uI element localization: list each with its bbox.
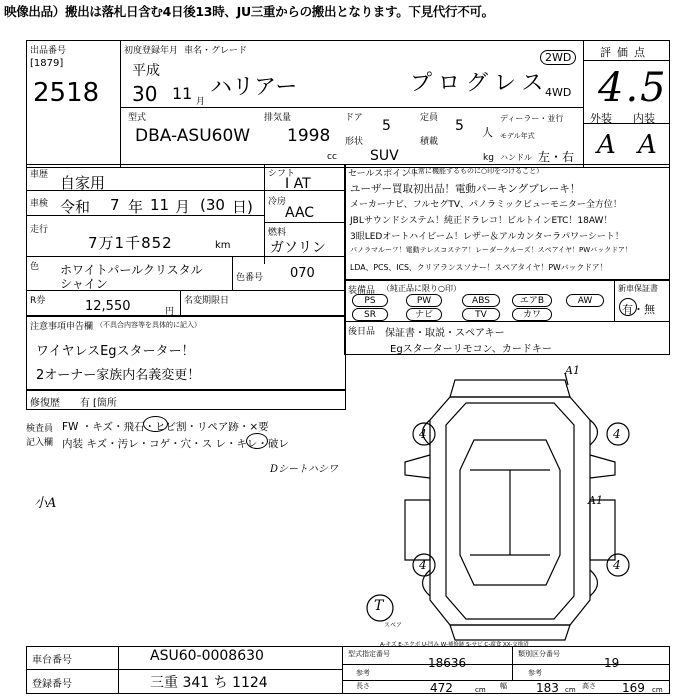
equip-pw: PW [406,294,442,307]
chassis: ASU60-0008630 [150,648,264,664]
type-label: 型式指定番号 [348,650,390,658]
lot-sub: [1879] [30,58,64,69]
mark-front: A1 [565,364,580,377]
recycle: 12,550 [85,299,131,314]
manual: 有・無 [622,303,655,316]
sales-points-note: （正常に機能するものに○印をつけること） [404,167,544,175]
int-score: A [638,130,657,160]
equipment-note: （純正品に限り○印） [382,284,461,293]
displacement: 1998 [287,126,331,146]
insp-year: 7 [110,196,120,214]
mileage-label: 走行 [30,225,49,235]
sales-line-2: メーカーナビ、フルセグTV、パノラミックビューモニター全方位！ [350,200,622,210]
equipment-label: 装備品 [348,286,376,296]
inspector-label-2: 記入欄 [26,438,54,448]
length-label: 長さ [356,682,370,690]
length-unit: cm [475,686,486,694]
color-no-label: 色番号 [236,273,264,283]
shift-label: シフト [268,169,296,179]
equip-navi: ナビ [406,308,442,321]
width-unit: cm [565,686,576,694]
model: DBA-ASU60W [135,126,251,146]
doors-label: ドア [345,113,363,123]
fuel: ガソリン [270,240,326,256]
equip-abs: ABS [462,294,500,307]
sales-line-4: 3眼LEDオートハイビーム！レザー＆アルカンターラパワーシート！ [350,232,624,242]
class-label: 類別区分番号 [518,650,560,658]
notes-line-1: ワイヤレスEgスターター！ [36,344,195,359]
lot-label: 出品番号 [30,46,67,56]
ac: AAC [285,205,315,221]
load-label: 積載 [420,137,439,147]
accessories-label: 後日品 [348,327,376,337]
plate: 三重 341 ち 1124 [150,675,268,691]
notes-line-2: 2オーナー家族内名義変更！ [36,368,201,383]
type-ref: 参考 [356,669,370,677]
accessories-line-2: Egスターターリモコン、カードキー [390,344,552,355]
inspector-note: Dシートハシワ [270,464,338,475]
color-label: 色 [30,262,40,272]
inspector-row-1: FW ・キズ・飛石・ヒビ割・リペア跡・×要 [62,421,269,433]
fuel-label: 燃料 [268,228,287,238]
equip-aw: AW [566,294,604,307]
car-grade: プログレス [410,71,550,96]
handle-label: ハンドル [500,153,532,162]
capacity: 5 [455,118,464,134]
reg-year: 30 [132,82,158,106]
plate-label: 登録番号 [32,679,72,690]
inspector-label-1: 検査員 [26,424,54,434]
notes-label: 注意事項申告欄 [30,322,94,332]
insp-era: 令和 [60,198,91,216]
equip-airbag: エアB [512,294,552,307]
manual-label: 新車保証書 [618,284,658,293]
ac-label: 冷房 [268,197,287,207]
width-label: 幅 [500,682,507,690]
displacement-label: 排気量 [264,113,292,123]
sales-line-3: JBLサウンドシステム！純正ドラレコ！ビルトインETC！18AW！ [350,216,613,226]
mark-spare: T [374,598,384,614]
first-reg-label: 初度登録年月 [124,46,179,56]
insp-month-unit: 月 [175,198,191,216]
sales-points-label: セールスポイント [348,169,420,179]
equip-ps: PS [352,294,388,307]
header-notice: 映像出品）搬出は落札日含む4日後13時、JU三重からの搬出となります。下見代行不可。 [4,4,494,19]
reg-era: 平成 [132,63,160,79]
height-unit: cm [652,686,663,694]
height: 169 [622,681,645,695]
kg-unit: kg [483,153,494,163]
dealer-label: ディーラー・並行 [500,114,564,123]
mark-center: A1 [588,494,603,507]
mark-right-rear: 4 [613,558,621,572]
capacity-label: 定員 [420,113,439,123]
score-value: 4.5 [598,65,668,111]
recycle-label: R券 [30,296,46,306]
ext-score: A [597,130,616,160]
model-year-label: モデル年式 [500,132,535,140]
handle: 左・右 [538,150,575,164]
inspector-sign: 小A [34,496,57,511]
usage-label: 車歴 [30,170,49,180]
accessories-line-1: 保証書・取説・スペアキー [385,328,505,339]
equip-leather: カワ [512,308,552,321]
insp-month: 11 [150,196,170,214]
drive-4wd: 4WD [545,86,572,99]
drive-2wd: 2WD [540,50,576,65]
color2: シャイン [60,277,108,291]
cc-unit: cc [327,152,337,162]
shift: I AT [285,176,311,192]
repair-value: 有 [80,398,90,409]
type-no: 18636 [428,656,467,670]
height-label: 高さ [582,682,596,690]
reg-month: 11 [172,84,193,103]
inspection-label: 車検 [30,199,49,209]
car-name: ハリアー [210,75,298,100]
insp-year-unit: 年 [128,198,144,216]
sales-line-6: LDA、PCS、ICS、クリアランスソナー！スペアタイヤ！PWバックドア！ [350,263,608,272]
color-no: 070 [290,266,315,281]
insp-day: (30 [200,196,225,214]
inspector-row-2: 内装 キズ・汚レ・コゲ・穴・ス レ・キレ・破レ [62,438,289,450]
doors: 5 [382,118,391,134]
score-label: 評価点 [600,46,651,59]
equip-tv: TV [462,308,500,321]
reg-month-unit: 月 [196,97,206,107]
ext-label: 外装 [590,112,612,125]
class-no: 19 [604,656,620,670]
repair-label: 修復歴 [30,398,60,409]
yen-unit: 円 [165,307,175,317]
equip-sr: SR [352,308,388,321]
length: 472 [430,681,453,695]
class-ref: 参考 [528,669,542,677]
color: ホワイトパールクリスタル [60,263,203,277]
insp-day-unit: 日) [232,198,253,216]
usage: 自家用 [60,174,106,192]
km-unit: km [215,240,231,251]
width: 183 [536,681,559,695]
lot-number: 2518 [33,78,100,108]
mark-left-rear: 4 [419,558,427,572]
mark-left-front: 4 [419,427,427,441]
mileage: 7万1千852 [88,234,173,252]
chassis-label: 車台番号 [32,655,72,666]
person-unit: 人 [482,126,493,139]
int-label: 内装 [633,112,655,125]
model-label: 型式 [128,113,147,123]
spare-label: スペア [384,622,403,629]
repair-unit: [箇所 [93,398,117,409]
diagram-legend: A-キズ E-エクボ U-凹み W-補修跡 S-サビ C-腐食 XX-交換済 [380,642,529,648]
name-change-label: 名変期限日 [184,296,230,306]
mark-right-front: 4 [613,427,621,441]
sales-line-5: パノラマルーフ！電動テレスコステア！レーダークルーズ！スペアイヤ！PWバックドア！ [350,246,632,254]
sales-line-1: ユーザー買取初出品！電動パーキングブレーキ！ [350,183,581,195]
notes-sub: （不具合内容等を具体的に記入） [96,321,201,329]
shape-label: 形状 [345,137,364,147]
shape: SUV [370,148,399,164]
car-name-label: 車名・グレード [184,46,248,56]
